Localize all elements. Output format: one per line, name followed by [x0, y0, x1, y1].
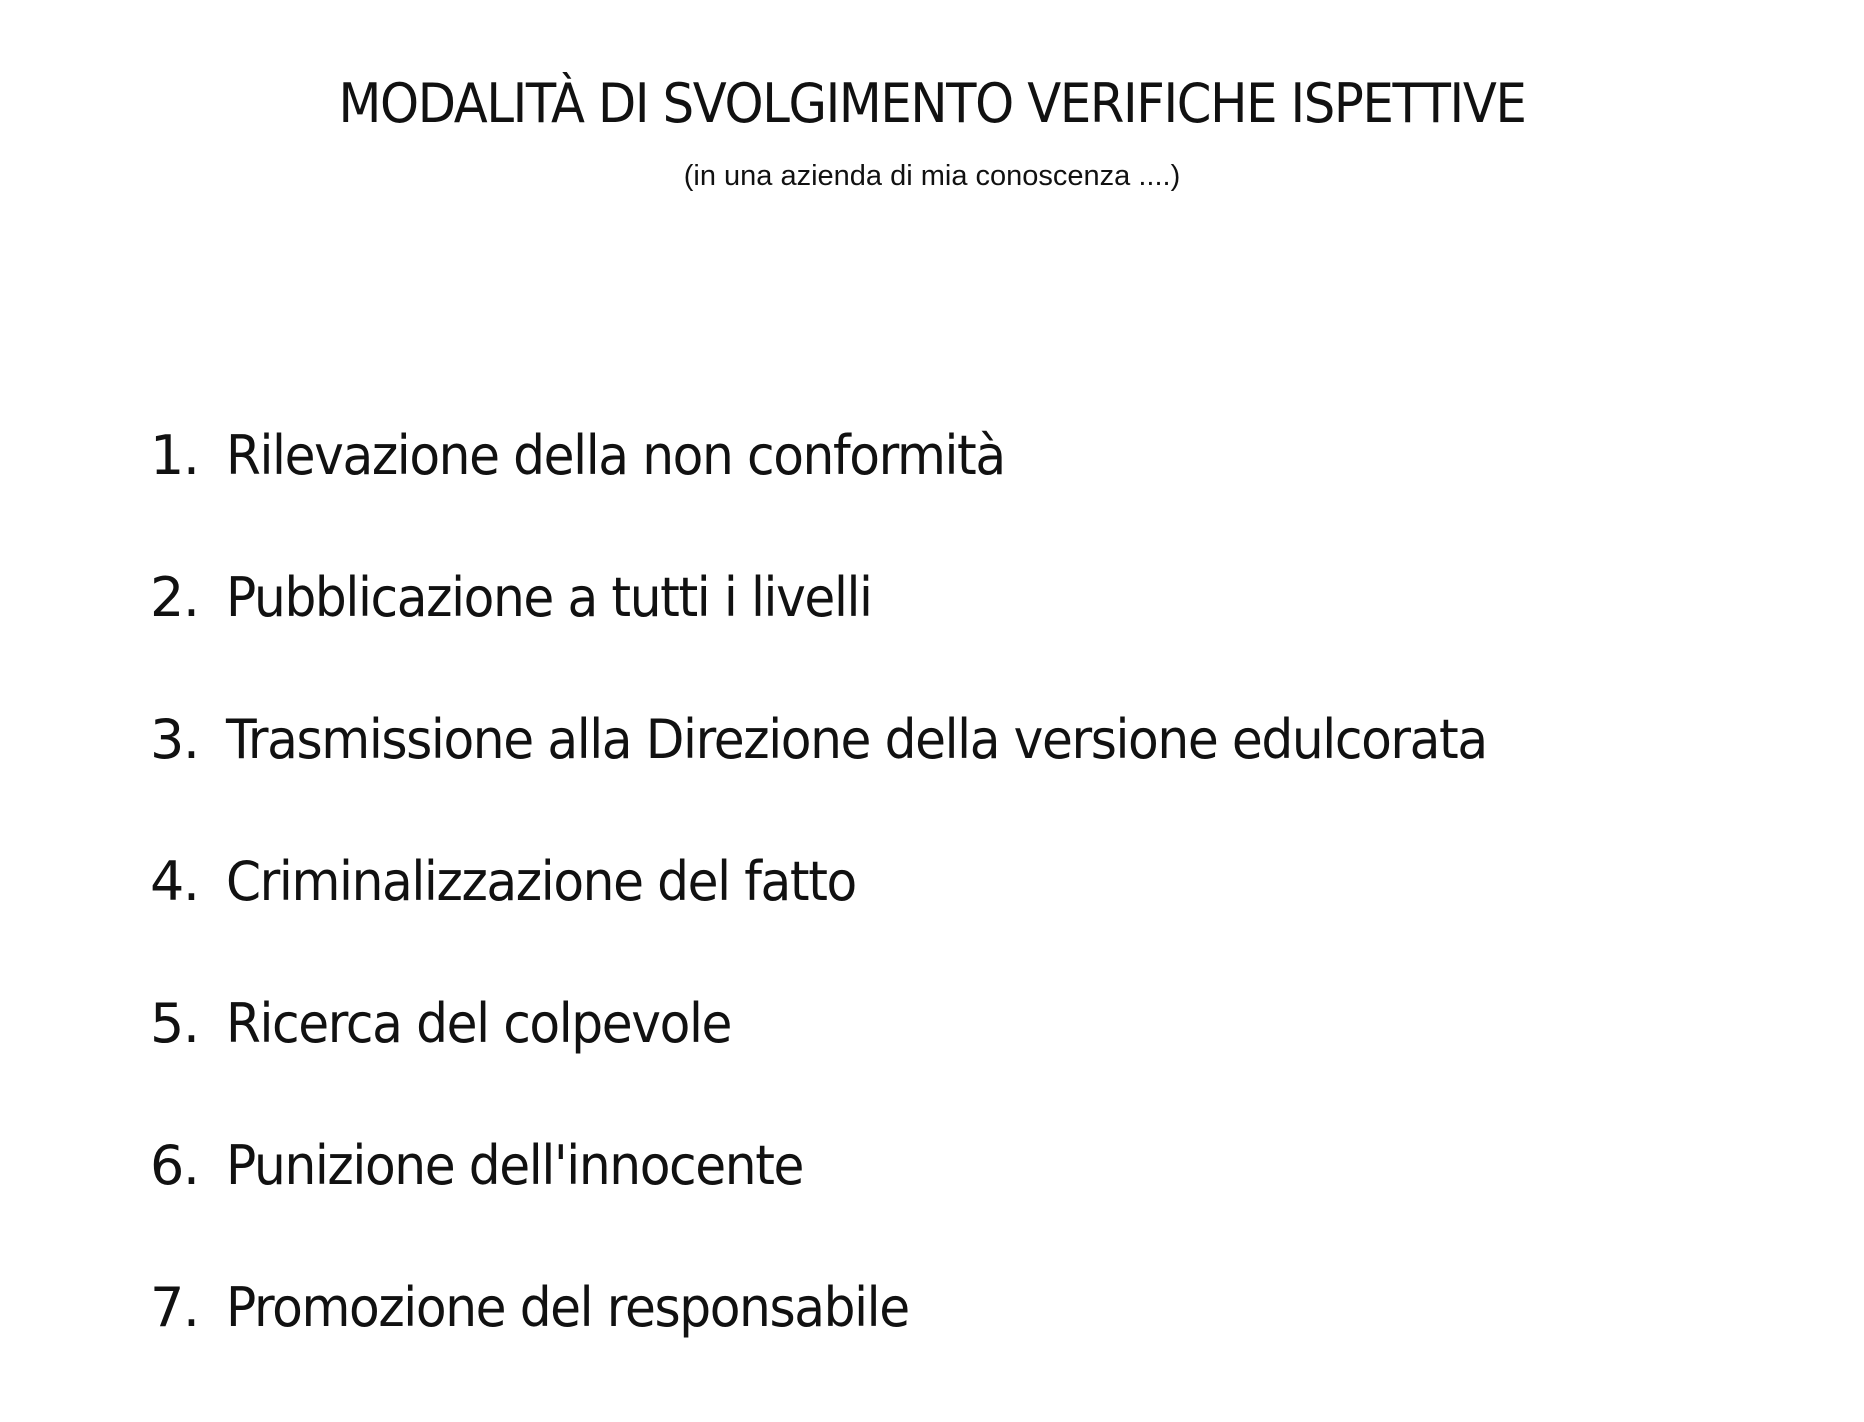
list-item-text: Punizione dell'innocente [226, 1134, 804, 1197]
list-item [150, 562, 1582, 704]
list-item [150, 846, 1582, 988]
list-item-number: 2. [150, 566, 199, 629]
list-item [150, 988, 1582, 1130]
list-item [150, 704, 1582, 846]
list-item [150, 420, 1582, 562]
list-item-number: 4. [150, 850, 199, 913]
list-item-text: Criminalizzazione del fatto [226, 850, 856, 913]
list-item-number: 5. [150, 992, 199, 1055]
list-item [150, 1272, 1582, 1414]
list-item-text: Trasmissione alla Direzione della versione edulcorata [226, 708, 1487, 771]
page-subtitle: (in una azienda di mia conoscenza ....) [683, 160, 1181, 192]
list-item-text: Ricerca del colpevole [226, 992, 732, 1055]
list-item-number: 7. [150, 1276, 199, 1339]
list-item-number: 3. [150, 708, 199, 771]
list-item-number: 6. [150, 1134, 199, 1197]
list-item [150, 1130, 1582, 1272]
list-item-number: 1. [150, 424, 199, 487]
list-item-text: Pubblicazione a tutti i livelli [226, 566, 872, 629]
page-title: MODALITÀ DI SVOLGIMENTO VERIFICHE ISPETTIVE [338, 72, 1526, 135]
numbered-list [150, 420, 1582, 1414]
list-item-text: Promozione del responsabile [226, 1276, 909, 1339]
list-item-text: Rilevazione della non conformità [226, 424, 1005, 487]
